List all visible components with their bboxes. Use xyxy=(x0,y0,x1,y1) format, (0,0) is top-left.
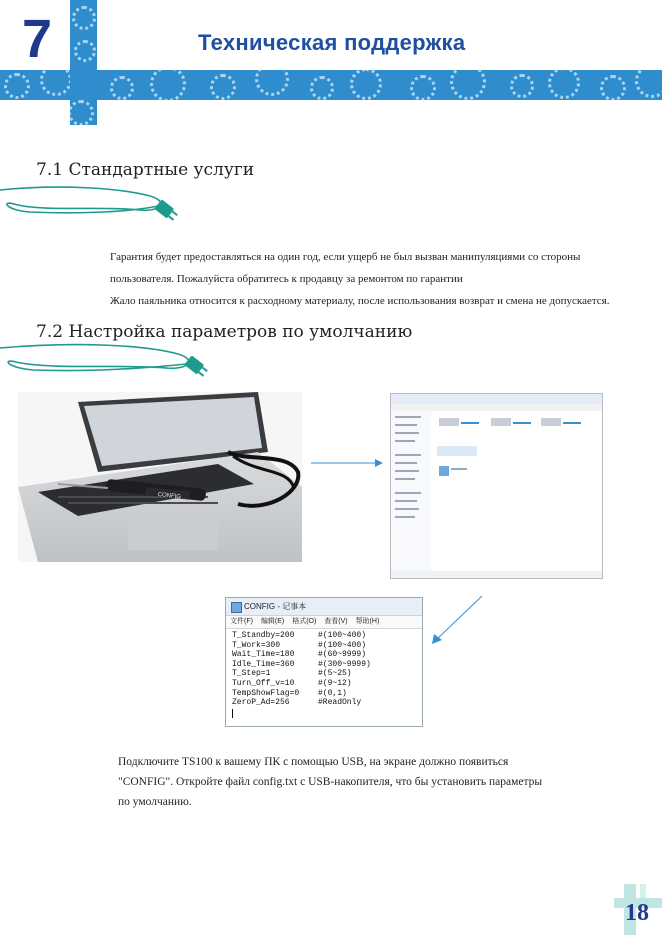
notepad-window xyxy=(225,597,423,727)
section-heading-default-settings: 7.2 Настройка параметров по умолчанию xyxy=(36,322,413,342)
notepad-text-area[interactable] xyxy=(226,629,422,720)
warranty-line-1: Гарантия будет предоставляться на один год, если ущерб не был вызван манипуляциями со стороны xyxy=(110,251,581,263)
menu-file[interactable]: 文件(F) xyxy=(230,618,253,625)
config-row: T_Work=300 #(100~400) xyxy=(232,640,367,650)
notepad-titlebar xyxy=(226,598,422,616)
laptop-soldering-iron-photo xyxy=(18,392,302,562)
config-row: T_Step=1 #(5~25) xyxy=(232,669,352,679)
instruction-line-2: "CONFIG". Откройте файл config.txt с USB-накопителя, что бы установить параметры xyxy=(118,776,543,788)
instruction-line-1: Подключите TS100 к вашему ПК с помощью USB, на экране должно появиться xyxy=(118,756,509,768)
arrow-right-icon xyxy=(305,456,385,470)
chapter-number: 7 xyxy=(22,9,53,69)
text-cursor xyxy=(232,709,233,718)
menu-edit[interactable]: 编辑(E) xyxy=(260,618,285,625)
menu-format[interactable]: 格式(O) xyxy=(292,618,317,625)
file-explorer-screenshot xyxy=(390,393,603,579)
section-heading-standard-services: 7.1 Стандартные услуги xyxy=(36,160,255,180)
config-row: Wait_Time=180 #(60~9999) xyxy=(232,650,367,660)
config-row: Turn_Off_v=10 #(9~12) xyxy=(232,678,352,688)
header-vertical-bar xyxy=(70,0,97,125)
chapter-title: Техническая поддержка xyxy=(198,30,466,55)
plug-cable-icon xyxy=(0,338,230,388)
warranty-line-3: Жало паяльника относится к расходному материалу, после использования возврат и смена не допускается. xyxy=(110,295,610,307)
config-row: ZeroP_Ad=256 #ReadOnly xyxy=(232,698,362,708)
page-number: 18 xyxy=(625,900,649,926)
plug-cable-icon xyxy=(0,182,200,232)
arrow-down-left-icon xyxy=(428,592,488,648)
device-label: CONFIG xyxy=(157,492,182,501)
config-row: TempShowFlag=0 #(0,1) xyxy=(232,688,347,698)
notepad-title: CONFIG - 记事本 xyxy=(244,602,307,611)
config-row: Idle_Time=360 #(300~9999) xyxy=(232,659,371,669)
menu-help[interactable]: 帮助(H) xyxy=(355,618,380,625)
instruction-line-3: по умолчанию. xyxy=(118,796,192,808)
notepad-app-icon xyxy=(231,602,242,613)
menu-view[interactable]: 查看(V) xyxy=(324,618,348,625)
header-band xyxy=(0,70,662,100)
config-row: T_Standby=200 #(100~400) xyxy=(232,631,367,640)
warranty-line-2: пользователя. Пожалуйста обратитесь к продавцу за ремонтом по гарантии xyxy=(110,273,463,285)
notepad-menubar xyxy=(226,616,422,629)
